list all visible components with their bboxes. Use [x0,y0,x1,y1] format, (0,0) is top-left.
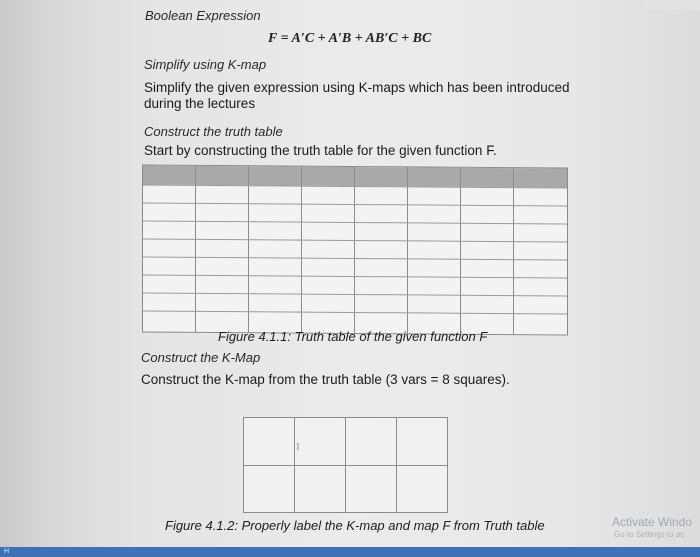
top-corner-decoration [644,0,700,10]
truth-table-col-divider [407,167,408,333]
simplify-heading: Simplify using K-map [144,57,267,72]
kmap-caption: Figure 4.1.2: Properly label the K-map and map F from Truth table [165,518,545,533]
truth-table-row-divider [143,203,567,207]
truth-table-row-divider [143,293,567,297]
text-cursor-icon: I [296,441,300,453]
kmap-row-divider [244,465,447,466]
truth-table-row-divider [143,311,567,315]
taskbar-label[interactable]: H [4,548,10,555]
activate-windows-subtext: Go to Settings to ac [614,530,685,539]
boolean-expression-heading: Boolean Expression [145,8,261,23]
kmap-heading: Construct the K-Map [141,350,261,365]
truth-table-col-divider [513,168,514,334]
boolean-formula: F = A′C + A′B + AB′C + BC [268,31,432,46]
simplify-text-line2: during the lectures [144,96,256,111]
kmap-grid [243,417,448,513]
activate-windows-watermark: Activate Windo [612,515,693,529]
taskbar [0,547,700,557]
kmap-instruction: Construct the K-map from the truth table (3 vars = 8 squares). [141,372,510,387]
truth-table-heading: Construct the truth table [144,124,283,139]
truth-table-row-divider [143,275,567,279]
truth-table-row-divider [143,221,567,225]
truth-table-col-divider [195,166,196,332]
truth-table-col-divider [248,166,249,332]
truth-table-col-divider [354,167,355,333]
truth-table [142,165,568,336]
truth-table-row-divider [143,257,567,261]
simplify-text-line1: Simplify the given expression using K-maps which has been introduced [144,80,570,95]
truth-table-caption: Figure 4.1.1: Truth table of the given function F [218,329,488,344]
truth-table-instruction: Start by constructing the truth table for the given function F. [144,143,497,158]
truth-table-row-divider [143,239,567,243]
truth-table-col-divider [301,167,302,333]
truth-table-col-divider [460,168,461,334]
